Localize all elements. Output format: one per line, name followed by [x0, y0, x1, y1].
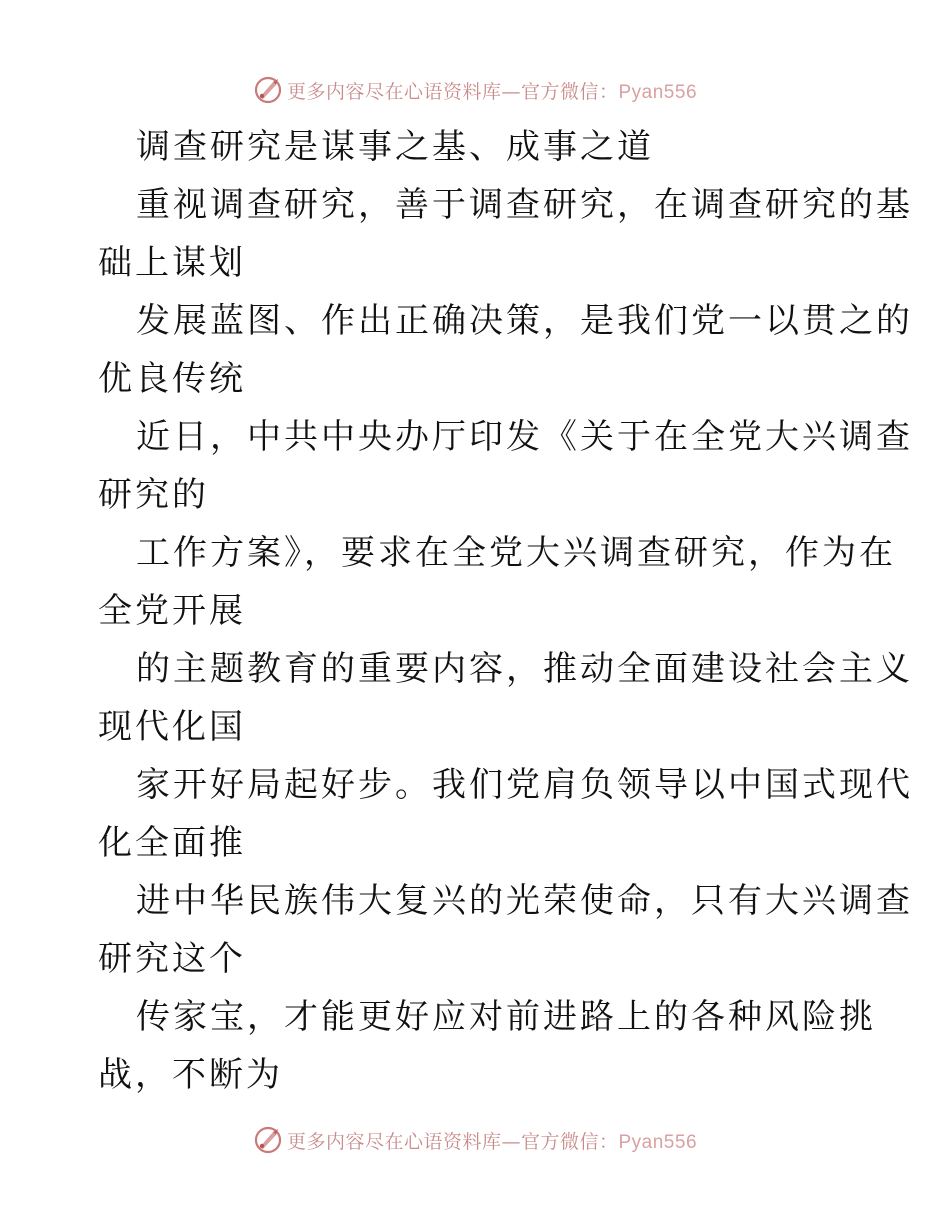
footer-watermark [0, 1120, 950, 1160]
text-line: 工作方案》，要求在全党大兴调查研究，作为在 [136, 533, 896, 573]
text-line: 础上谋划 [98, 243, 246, 283]
text-line: 化全面推 [98, 823, 246, 863]
text-line: 优良传统 [98, 359, 246, 399]
text-line: 家开好局起好步。我们党肩负领导以中国式现代 [136, 765, 913, 805]
text-line: 调查研究是谋事之基、成事之道 [136, 127, 654, 167]
text-line: 研究的 [98, 475, 209, 515]
text-line: 现代化国 [98, 707, 246, 747]
watermark-text: 更多内容尽在心语资料库—官方微信：Pyan556 [286, 1130, 698, 1153]
watermark-text: 更多内容尽在心语资料库—官方微信：Pyan556 [286, 80, 698, 103]
text-line: 进中华民族伟大复兴的光荣使命，只有大兴调查 [136, 881, 913, 921]
text-line: 发展蓝图、作出正确决策，是我们党一以贯之的 [136, 301, 913, 341]
text-line: 的主题教育的重要内容，推动全面建设社会主义 [136, 649, 913, 689]
text-line: 全党开展 [98, 591, 246, 631]
text-line: 研究这个 [98, 939, 246, 979]
document-body [98, 118, 913, 1104]
quill-pen-circle-icon [253, 75, 283, 105]
quill-pen-circle-icon [253, 1125, 283, 1155]
header-watermark [0, 70, 950, 110]
text-line: 重视调查研究，善于调查研究，在调查研究的基 [136, 185, 913, 225]
text-line: 传家宝，才能更好应对前进路上的各种风险挑 [136, 997, 876, 1037]
text-line: 近日，中共中央办厅印发《关于在全党大兴调查 [136, 417, 913, 457]
text-line: 战，不断为 [98, 1055, 283, 1095]
